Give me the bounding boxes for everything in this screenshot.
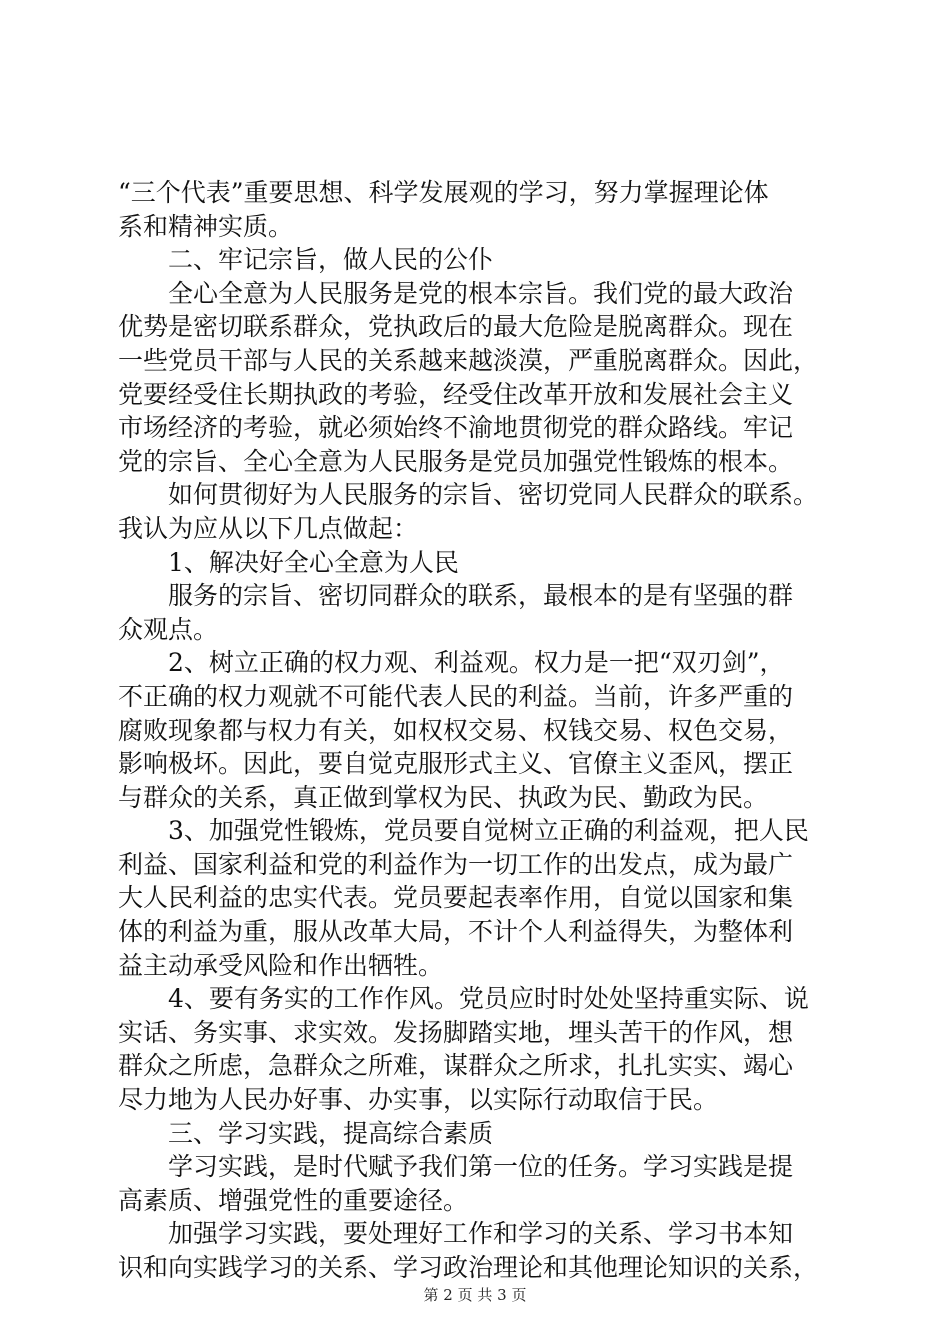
- text-line: 不正确的权力观就不可能代表人民的利益。当前，许多严重的: [118, 681, 794, 711]
- text-line: 2、树立正确的权力观、利益观。权力是一把“双刃剑”，: [118, 648, 785, 678]
- text-line: 学习实践，是时代赋予我们第一位的任务。学习实践是提: [118, 1152, 794, 1182]
- text-line: 二、牢记宗旨，做人民的公仆: [118, 245, 494, 275]
- text-line: 大人民利益的忠实代表。党员要起表率作用，自觉以国家和集: [118, 883, 794, 913]
- text-line: 系和精神实质。: [118, 211, 294, 241]
- text-line: 4、要有务实的工作作风。党员应时时处处坚持重实际、说: [118, 984, 809, 1014]
- text-line: 与群众的关系，真正做到掌权为民、执政为民、勤政为民。: [118, 782, 769, 812]
- text-line: 益主动承受风险和作出牺牲。: [118, 950, 444, 980]
- text-line: 1、解决好全心全意为人民: [118, 547, 459, 577]
- text-line: 如何贯彻好为人民服务的宗旨、密切党同人民群众的联系。: [118, 480, 819, 510]
- text-line: “三个代表”重要思想、科学发展观的学习，努力掌握理论体: [118, 178, 769, 207]
- text-line: 全心全意为人民服务是党的根本宗旨。我们党的最大政治: [118, 278, 794, 308]
- text-line: 服务的宗旨、密切同群众的联系，最根本的是有坚强的群: [118, 581, 794, 611]
- text-line: 众观点。: [118, 614, 219, 644]
- document-body: [118, 176, 838, 1285]
- text-line: 市场经济的考验，就必须始终不渝地贯彻党的群众路线。牢记: [118, 413, 794, 443]
- text-line: 我认为应从以下几点做起：: [118, 513, 419, 543]
- text-line: 实话、务实事、求实效。发扬脚踏实地，埋头苦干的作风，想: [118, 1017, 794, 1047]
- text-line: 优势是密切联系群众，党执政后的最大危险是脱离群众。现在: [118, 312, 794, 342]
- text-line: 三、学习实践，提高综合素质: [118, 1118, 494, 1148]
- text-line: 利益、国家利益和党的利益作为一切工作的出发点，成为最广: [118, 849, 794, 879]
- text-line: 高素质、增强党性的重要途径。: [118, 1185, 469, 1215]
- text-line: 尽力地为人民办好事、办实事，以实际行动取信于民。: [118, 1085, 719, 1115]
- text-line: 腐败现象都与权力有关，如权权交易、权钱交易、权色交易，: [118, 715, 794, 745]
- text-line: 影响极坏。因此，要自觉克服形式主义、官僚主义歪风，摆正: [118, 749, 794, 779]
- text-line: 体的利益为重，服从改革大局，不计个人利益得失，为整体利: [118, 917, 794, 947]
- page-footer: 第 2 页 共 3 页: [423, 1286, 527, 1304]
- text-line: 识和向实践学习的关系、学习政治理论和其他理论知识的关系，: [118, 1253, 819, 1282]
- text-line: 3、加强党性锻炼，党员要自觉树立正确的利益观，把人民: [118, 816, 809, 846]
- text-line: 加强学习实践，要处理好工作和学习的关系、学习书本知: [118, 1219, 794, 1249]
- text-line: 党的宗旨、全心全意为人民服务是党员加强党性锻炼的根本。: [118, 446, 794, 476]
- text-line: 群众之所虑，急群众之所难，谋群众之所求，扎扎实实、竭心: [118, 1051, 794, 1081]
- text-line: 一些党员干部与人民的关系越来越淡漠，严重脱离群众。因此，: [118, 345, 819, 375]
- text-line: 党要经受住长期执政的考验，经受住改革开放和发展社会主义: [118, 379, 794, 409]
